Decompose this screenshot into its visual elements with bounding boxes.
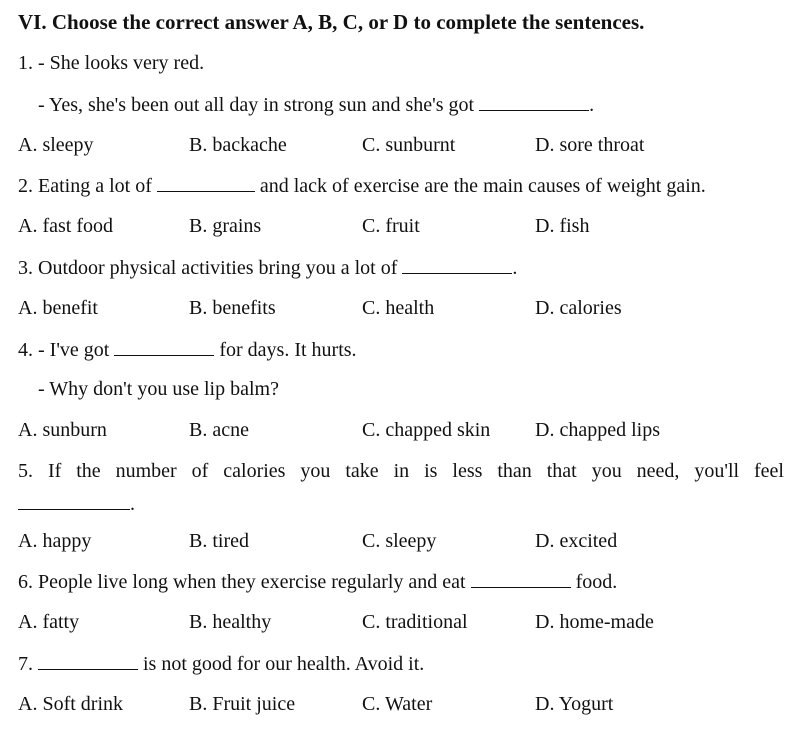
question-4-option-a[interactable]: A. sunburn	[18, 419, 107, 441]
question-7-option-b[interactable]: B. Fruit juice	[189, 693, 296, 715]
question-4-prompt	[18, 337, 784, 362]
question-7-start: 7.	[18, 653, 33, 675]
question-4-end: for days. It hurts.	[219, 339, 357, 361]
question-2-option-b[interactable]: B. grains	[189, 215, 262, 237]
question-4-start: 4. - I've got	[18, 339, 110, 361]
question-1-option-d[interactable]: D. sore throat	[535, 134, 645, 156]
question-6-text	[18, 569, 784, 594]
question-1-option-a[interactable]: A. sleepy	[18, 134, 94, 156]
question-5-blank-line	[18, 491, 784, 516]
question-3-option-a[interactable]: A. benefit	[18, 297, 98, 319]
question-1-option-c[interactable]: C. sunburnt	[362, 134, 456, 156]
question-6-end: food.	[575, 571, 618, 593]
question-1-response	[38, 92, 784, 117]
question-6-blank[interactable]	[471, 569, 571, 588]
question-6-option-c[interactable]: C. traditional	[362, 611, 468, 633]
question-1-option-b[interactable]: B. backache	[189, 134, 287, 156]
question-7-option-d[interactable]: D. Yogurt	[535, 693, 614, 715]
question-7-text	[18, 651, 784, 676]
question-3-option-b[interactable]: B. benefits	[189, 297, 276, 319]
question-4-blank[interactable]	[114, 337, 214, 356]
question-3-blank[interactable]	[402, 255, 512, 274]
question-6-option-b[interactable]: B. healthy	[189, 611, 272, 633]
question-4-option-b[interactable]: B. acne	[189, 419, 249, 441]
question-2-option-c[interactable]: C. fruit	[362, 215, 420, 237]
question-4-response: - Why don't you use lip balm?	[38, 378, 279, 400]
question-3-option-c[interactable]: C. health	[362, 297, 435, 319]
section-title: VI. Choose the correct answer A, B, C, or D to complete the sentences.	[18, 10, 645, 34]
question-2-option-d[interactable]: D. fish	[535, 215, 590, 237]
question-5-end: .	[130, 493, 135, 515]
question-3-end: .	[512, 257, 518, 279]
question-2-text	[18, 173, 784, 198]
question-2-option-a[interactable]: A. fast food	[18, 215, 113, 237]
question-2-blank[interactable]	[157, 173, 255, 192]
question-1-blank[interactable]	[479, 92, 589, 111]
question-5-option-b[interactable]: B. tired	[189, 530, 249, 552]
question-4-option-d[interactable]: D. chapped lips	[535, 419, 660, 441]
question-7-option-c[interactable]: C. Water	[362, 693, 433, 715]
question-1-end: .	[589, 94, 595, 116]
question-7-option-a[interactable]: A. Soft drink	[18, 693, 123, 715]
question-3-start: 3. Outdoor physical activities bring you a lot of	[18, 257, 398, 279]
question-1-response-text: - Yes, she's been out all day in strong sun and she's got	[38, 94, 475, 116]
question-6-start: 6. People live long when they exercise regularly and eat	[18, 571, 466, 593]
question-7-blank[interactable]	[38, 651, 138, 670]
question-4-option-c[interactable]: C. chapped skin	[362, 419, 491, 441]
question-5-option-c[interactable]: C. sleepy	[362, 530, 437, 552]
question-7-end: is not good for our health. Avoid it.	[143, 653, 425, 675]
question-6-option-d[interactable]: D. home-made	[535, 611, 654, 633]
question-3-option-d[interactable]: D. calories	[535, 297, 622, 319]
question-5-blank[interactable]	[18, 491, 130, 510]
question-5-option-a[interactable]: A. happy	[18, 530, 92, 552]
question-1-prompt: 1. - She looks very red.	[18, 52, 205, 74]
question-5-option-d[interactable]: D. excited	[535, 530, 618, 552]
question-6-option-a[interactable]: A. fatty	[18, 611, 80, 633]
question-2-end: and lack of exercise are the main causes of weight gain.	[259, 175, 706, 197]
question-5-text: 5. If the number of calories you take in is less than that you need, you'll feel	[18, 460, 784, 482]
question-2-start: 2. Eating a lot of	[18, 175, 152, 197]
question-3-text	[18, 255, 784, 280]
